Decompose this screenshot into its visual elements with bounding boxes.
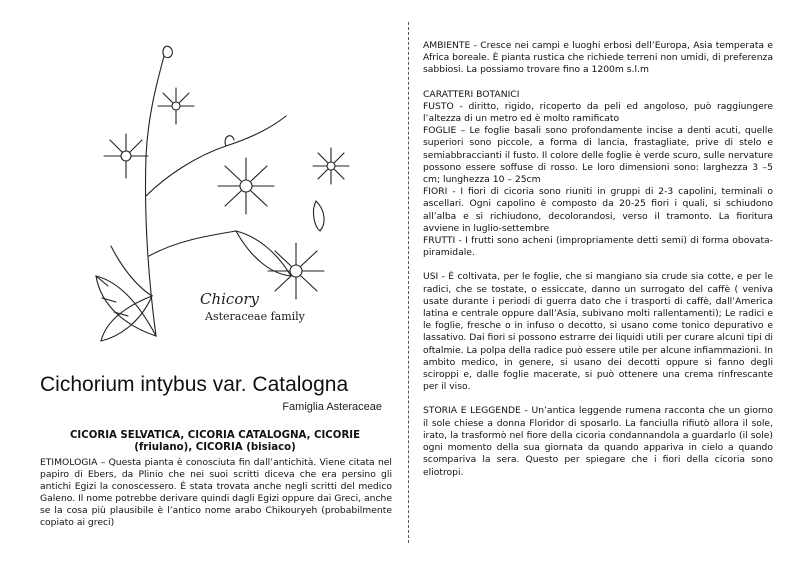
common-names <box>40 430 390 454</box>
illustration-flower-3 <box>104 134 148 178</box>
illustration-leaf-right <box>236 231 291 276</box>
illustration-side-flower <box>313 148 349 184</box>
fiori-paragraph: FIORI - I fiori di cicoria sono riuniti in gruppi di 2-3 capolini, terminali o ascellari. Ogni capolino è composto da 20-25 fiori i quali, si schiudono all’alba e si richiudono, decolorandosi, verso il tramonto. La fioritura avviene in luglio-settembre <box>423 186 773 234</box>
usi-paragraph: USI - È coltivata, per le foglie, che si mangiano sia crude sia cotte, e per le radici, che se tostate, o essiccate, danno un surrogato del caffè ( veniva usate durante i periodi di guerra dato che i trasporti di caffè, dall’America latina e centrale oppure dall’Asia, subivano molti rallentamenti); Le radici e le foglie, fresche o in infuso o decotto, si usano come tonico depurativo e lassativo. Dai fiori si possono estrarre dei liquidi utili per curare alcuni tipi di oftalmie. La polpa della radice può essere utile per alcune infiammazioni. In ambito medico, in genere, si usano dei decotti oppure si fanno degli sciroppi e, dalle foglie macerate, si può ottenere una crema rinfrescante per il viso. <box>423 271 773 393</box>
scientific-name: Cichorium intybus var. Catalogna <box>40 373 349 396</box>
illustration-flower-4 <box>158 88 194 124</box>
illustration-stem-branch-low <box>149 231 236 256</box>
etimologia-paragraph: ETIMOLOGIA – Questa pianta è conosciuta fin dall’antichità. Viene citata nel papiro di Ebers, da Plinio che nei suoi scritti diceva che era persino gli antichi Egizi la conoscessero. È stata trovata anche negli scritti del medico Galeno. Il nome potrebbe derivare quindi dagli Egizi oppure dai Greci, anche se la cosa più plausibile è l’antico nome arabo Chikouryeh (probabilmente copiato ai greci) <box>40 457 392 528</box>
common-names-line-2: (friulano), CICORIA (bisiaco) <box>134 442 296 453</box>
caratteri-title: CARATTERI BOTANICI <box>423 88 520 100</box>
illustration-stem-branch <box>146 116 286 196</box>
ambiente-paragraph: AMBIENTE - Cresce nei campi e luoghi erbosi dell’Europa, Asia temperata e Africa boreale. È pianta rustica che richiede terreni non umidi, di preferenza sabbiosi. La possiamo trovare fino a 1200m s.l.m <box>423 40 773 76</box>
illustration-caption-name: Chicory <box>200 290 260 308</box>
right-column <box>423 40 773 479</box>
illustration-leaf-lower-left <box>101 296 152 341</box>
column-divider <box>408 22 409 543</box>
illustration-caption-family: Asteraceae family <box>205 310 305 323</box>
illustration-bud <box>163 46 172 57</box>
storia-paragraph: STORIA E LEGGENDE - Un’antica leggende rumena racconta che un giorno il sole chiese a donna Floridor di sposarlo. La fanciulla rifiutò allora il sole, irato, la trasformò nel fiore della cicoria condannandola a guardarlo (il sole) ogni momento della sua giornata da quando appariva in cielo a quando scompariva la sera. Questo per spiegare che i fiori della cicoria sono eliotropi. <box>423 405 773 478</box>
illustration-side-bud <box>313 201 324 231</box>
illustration-flower-2 <box>268 243 324 299</box>
common-names-line-1: CICORIA SELVATICA, CICORIA CATALOGNA, CICORIE <box>69 430 361 441</box>
fusto-paragraph: FUSTO - diritto, rigido, ricoperto da peli ed angoloso, può raggiungere l’altezza di un metro ed è molto ramificato <box>423 100 773 125</box>
family-name: Famiglia Asteraceae <box>282 401 382 413</box>
frutti-paragraph: FRUTTI - I frutti sono acheni (impropriamente detti semi) di forma obovata-piramidale. <box>423 235 773 259</box>
foglie-paragraph: FOGLIE – Le foglie basali sono profondamente incise a denti acuti, quelle superiori sono piccole, a forma di lancia, frastagliate, prive di stelo e semiabbraccianti il fusto. Il colore delle foglie è verde scuro, sulle nervature possono essere soffuse di rosso. Le loro dimensioni sono: larghezza 3 –5 cm; lunghezza 10 – 25cm <box>423 125 773 186</box>
illustration-flower-1 <box>218 158 274 214</box>
